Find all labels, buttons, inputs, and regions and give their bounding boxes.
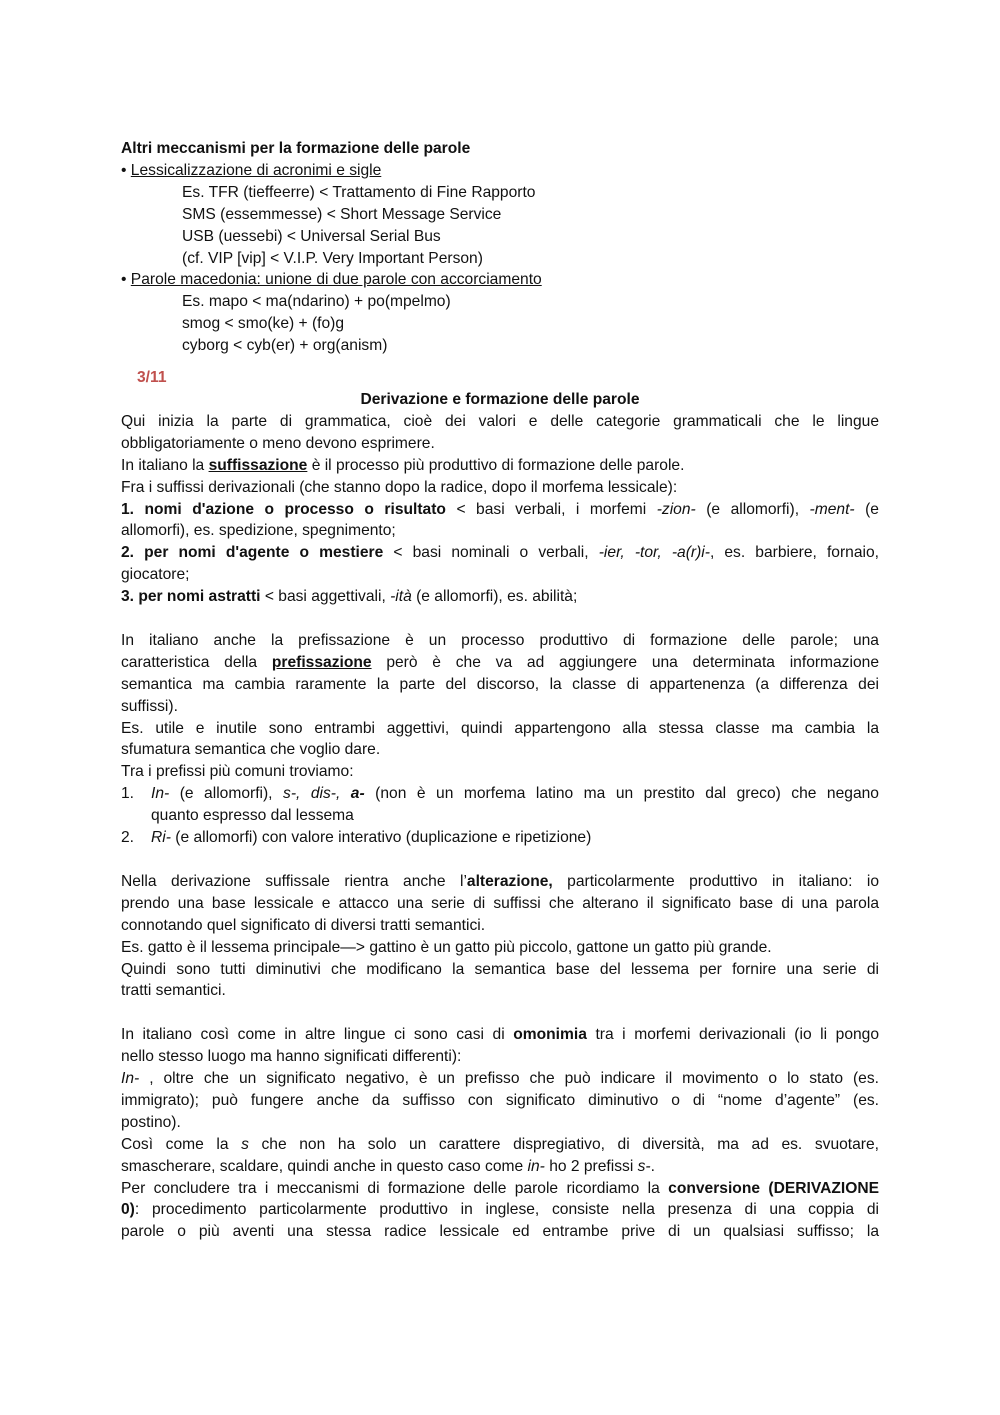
paragraph-line: Tra i prefissi più comuni troviamo: bbox=[121, 763, 354, 781]
keyword-alterazione: alterazione, bbox=[466, 872, 553, 890]
list-item-1: 1. nomi d'azione o processo o risultato < basi verbali, i morfemi -zion- (e allomorfi), -ment- (e bbox=[121, 500, 879, 518]
paragraph-line: Qui inizia la parte di grammatica, cioè dei valori e delle categorie grammaticali che le lingue bbox=[121, 412, 879, 430]
keyword-suffissazione: suffissazione bbox=[208, 456, 308, 474]
paragraph-line: immigrato); può fungere anche da suffisso con significato diminutivo o di “nome d’agente” (es. bbox=[121, 1091, 879, 1109]
date-label: 3/11 bbox=[137, 369, 167, 387]
ordered-item-1-cont: quanto espresso dal lessema bbox=[151, 807, 354, 825]
example-line: Es. mapo < ma(ndarino) + po(mpelmo) bbox=[182, 293, 451, 311]
ordered-item-1: 1. In- (e allomorfi), s-, dis-, a- (non è un morfema latino ma un prestito dal greco) che negano bbox=[121, 785, 879, 803]
example-line: cyborg < cyb(er) + org(anism) bbox=[182, 337, 388, 355]
paragraph-line: sfumatura semantica che voglio dare. bbox=[121, 741, 381, 759]
example-line: SMS (essemmesse) < Short Message Service bbox=[182, 205, 502, 223]
keyword-conversione: conversione (DERIVAZIONE bbox=[668, 1179, 879, 1197]
bullet-macedonia-label: Parole macedonia: unione di due parole con accorciamento bbox=[130, 271, 542, 289]
keyword-prefissazione: prefissazione bbox=[271, 653, 372, 671]
ordered-item-2: 2. Ri- (e allomorfi) con valore interativo (duplicazione e ripetizione) bbox=[121, 829, 592, 847]
paragraph-line: Per concludere tra i meccanismi di formazione delle parole ricordiamo la conversione (DERIVAZIONE bbox=[121, 1179, 879, 1197]
paragraph-line: semantica ma cambia raramente la parte del discorso, la classe di appartenenza (a differenza dei bbox=[121, 675, 879, 693]
paragraph-line: smascherare, scaldare, quindi anche in questo caso come in- ho 2 prefissi s-. bbox=[121, 1157, 655, 1175]
paragraph-line: prendo una base lessicale e attacco una serie di suffissi che alterano il significato base di una parola bbox=[121, 894, 879, 912]
paragraph-line: Quindi sono tutti diminutivi che modificano la semantica base del lessema per fornire una serie di bbox=[121, 960, 879, 978]
paragraph-line: 0): procedimento particolarmente produttivo in inglese, consiste nella presenza di una coppia di bbox=[121, 1201, 879, 1219]
paragraph-line: connotando quel significato di diversi tratti semantici. bbox=[121, 916, 486, 934]
list-item-3: 3. per nomi astratti < basi aggettivali, -ità (e allomorfi), es. abilità; bbox=[121, 588, 578, 606]
example-line: (cf. VIP [vip] < V.I.P. Very Important Person) bbox=[182, 249, 483, 267]
paragraph-line: Fra i suffissi derivazionali (che stanno dopo la radice, dopo il morfema lessicale): bbox=[121, 478, 678, 496]
example-line: smog < smo(ke) + (fo)g bbox=[182, 315, 345, 333]
paragraph-line: obbligatoriamente o meno devono esprimere. bbox=[121, 434, 435, 452]
paragraph-line: In italiano anche la prefissazione è un processo produttivo di formazione delle parole; una bbox=[121, 631, 879, 649]
section-title: Altri meccanismi per la formazione delle parole bbox=[121, 140, 471, 157]
paragraph-line: suffissi). bbox=[121, 697, 178, 715]
bullet-acronyms: • Lessicalizzazione di acronimi e sigle bbox=[121, 161, 382, 179]
paragraph-line: nello stesso luogo ma hanno significati differenti): bbox=[121, 1048, 462, 1066]
list-item-1-cont: allomorfi), es. spedizione, spegnimento; bbox=[121, 522, 396, 540]
keyword-omonimia: omonimia bbox=[513, 1026, 587, 1044]
example-line: USB (uessebi) < Universal Serial Bus bbox=[182, 227, 441, 245]
paragraph-line: Così come la s che non ha solo un carattere dispregiativo, di diversità, ma ad es. svuotare, bbox=[121, 1135, 879, 1153]
example-line: Es. TFR (tieffeerre) < Trattamento di Fine Rapporto bbox=[182, 183, 536, 201]
paragraph-line: In- , oltre che un significato negativo, è un prefisso che può indicare il movimento o lo stato (es. bbox=[121, 1070, 879, 1088]
paragraph-line: In italiano così come in altre lingue ci sono casi di omonimia tra i morfemi derivazionali (io li pongo bbox=[121, 1026, 880, 1044]
paragraph-line: Es. utile e inutile sono entrambi aggettivi, quindi appartengono alla stessa classe ma cambia la bbox=[121, 719, 879, 737]
bullet-macedonia: • Parole macedonia: unione di due parole con accorciamento bbox=[121, 271, 542, 289]
paragraph-line: parole o più aventi una stessa radice lessicale ed entrambe prive di un qualsiasi suffisso; la bbox=[121, 1223, 879, 1241]
paragraph-line: postino). bbox=[121, 1113, 181, 1131]
paragraph-line: Es. gatto è il lessema principale—> gattino è un gatto più piccolo, gattone un gatto più grande. bbox=[121, 938, 772, 956]
paragraph-line: tratti semantici. bbox=[121, 982, 226, 1000]
document-page bbox=[121, 138, 879, 1243]
bullet-acronyms-label: Lessicalizzazione di acronimi e sigle bbox=[130, 161, 382, 179]
section-heading: Derivazione e formazione delle parole bbox=[360, 390, 640, 408]
list-item-2-cont: giocatore; bbox=[121, 566, 190, 584]
paragraph-suffixation: In italiano la suffissazione è il processo più produttivo di formazione delle parole. bbox=[121, 456, 685, 474]
paragraph-line: caratteristica della prefissazione però è che va ad aggiungere una determinata informazione bbox=[121, 653, 879, 671]
list-item-2: 2. per nomi d'agente o mestiere < basi nominali o verbali, -ier, -tor, -a(r)i-, es. barbiere, fornaio, bbox=[121, 544, 879, 562]
paragraph-line: Nella derivazione suffissale rientra anche l’alterazione, particolarmente produttivo in italiano: io bbox=[121, 872, 879, 890]
